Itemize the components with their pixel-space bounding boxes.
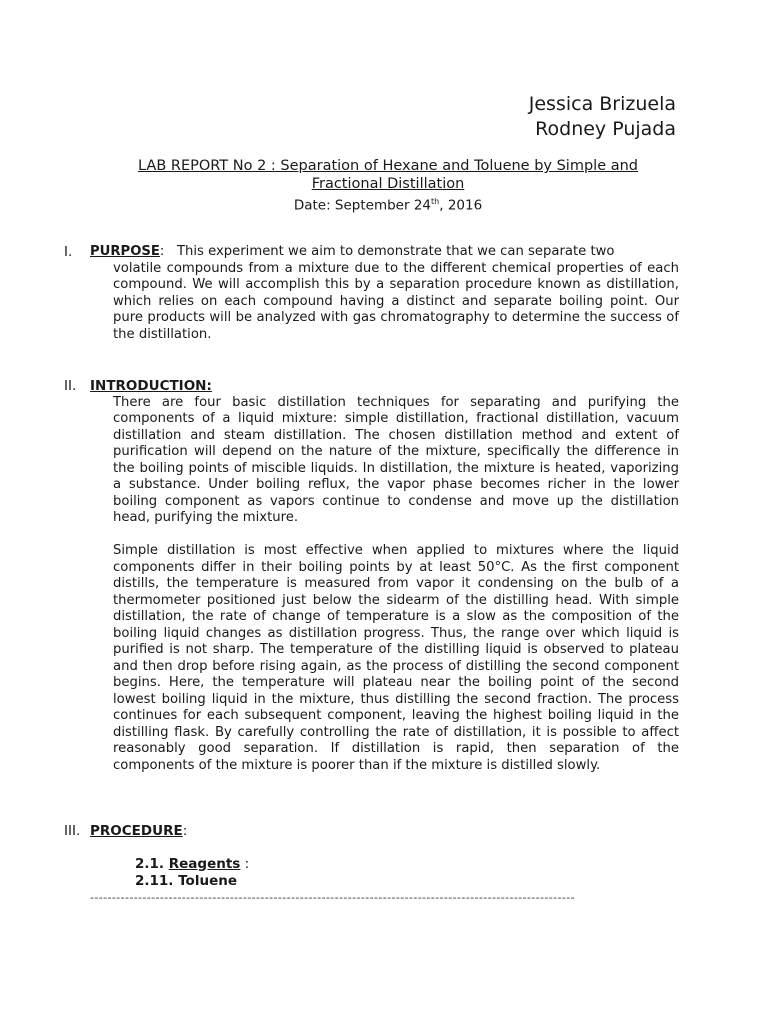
report-date — [80, 193, 696, 215]
introduction-heading: INTRODUCTION: — [90, 378, 212, 394]
author-list — [529, 92, 676, 142]
purpose-heading-line — [64, 244, 679, 261]
report-title — [80, 157, 696, 193]
page-divider: --------------------------------------------------------------------------------------------------------------- — [90, 891, 575, 904]
purpose-body: volatile compounds from a mixture due to the different chemical properties of each compound. We will accomplish this by a separation procedure known as distillation, which relies on each compound having a distinct and separate boiling point. Our pure products will be analyzed with gas chromatography to determine the success of the distillation. — [113, 260, 679, 342]
report-title-line-2: Fractional Distillation — [311, 176, 465, 192]
purpose-section — [64, 244, 679, 343]
purpose-colon: : — [159, 244, 165, 259]
purpose-heading: PURPOSE — [90, 244, 160, 259]
author-name: Jessica Brizuela — [528, 93, 676, 115]
item-number: 2.1. — [135, 855, 165, 872]
procedure-heading: PROCEDURE — [90, 823, 183, 839]
report-title-line-1: LAB REPORT No 2 : Separation of Hexane and Toluene by Simple and — [137, 158, 639, 174]
introduction-heading-line — [64, 378, 679, 395]
introduction-paragraph-2: Simple distillation is most effective when applied to mixtures where the liquid components differ in their boiling points by at least 50°C. As the first component distills, the temperature is measured from vapor it condensing on the bulb of a thermometer positioned just below the sidearm of the distilling head. With simple distillation, the rate of change of temperature is a slow as the composition of the boiling liquid changes as distillation progress. Thus, the range over which liquid is purified is not sharp. The temperature of the distilling liquid is observed to plateau and then drop before rising again, as the process of distilling the second component begins. Here, the temperature will plateau near the boiling point of the second lowest boiling liquid in the mixture, thus distilling the second fraction. The process continues for each subsequent component, leaving the highest boiling liquid in the distilling flask. By carefully controlling the rate of distillation, it is possible to affect reasonably good separation. If distillation is rapid, then separation of the components of the mixture is poorer than if the mixture is distilled slowly. — [113, 543, 679, 773]
date-superscript: th — [431, 197, 440, 206]
procedure-colon: : — [182, 823, 188, 839]
section-number: III. — [64, 823, 81, 839]
section-number: I. — [64, 244, 73, 260]
procedure-heading-line — [64, 823, 679, 840]
section-number: II. — [64, 378, 77, 394]
procedure-item-toluene: 2.11. Toluene — [135, 872, 237, 889]
procedure-item-reagents — [135, 856, 679, 873]
report-title-block — [80, 157, 696, 215]
procedure-list — [135, 856, 679, 890]
date-prefix: Date: September 24 — [293, 197, 432, 214]
purpose-first-line: This experiment we aim to demonstrate that we can separate two — [176, 244, 615, 259]
author-name: Rodney Pujada — [535, 118, 676, 140]
reagents-colon: : — [240, 855, 250, 872]
reagents-label: Reagents — [168, 855, 241, 872]
date-suffix: , 2016 — [439, 197, 483, 214]
procedure-section — [64, 823, 679, 890]
introduction-section — [64, 378, 679, 774]
introduction-paragraph-1: There are four basic distillation techniques for separating and purifying the components of a liquid mixture: simple distillation, fractional distillation, vacuum distillation and steam distillation. The chosen distillation method and extent of purification will depend on the nature of the mixture, specifically the difference in the boiling points of miscible liquids. In distillation, the mixture is heated, vaporizing a substance. Under boiling reflux, the vapor phase becomes richer in the lower boiling component as vapors continue to condense and move up the distillation head, purifying the mixture. — [113, 394, 679, 525]
